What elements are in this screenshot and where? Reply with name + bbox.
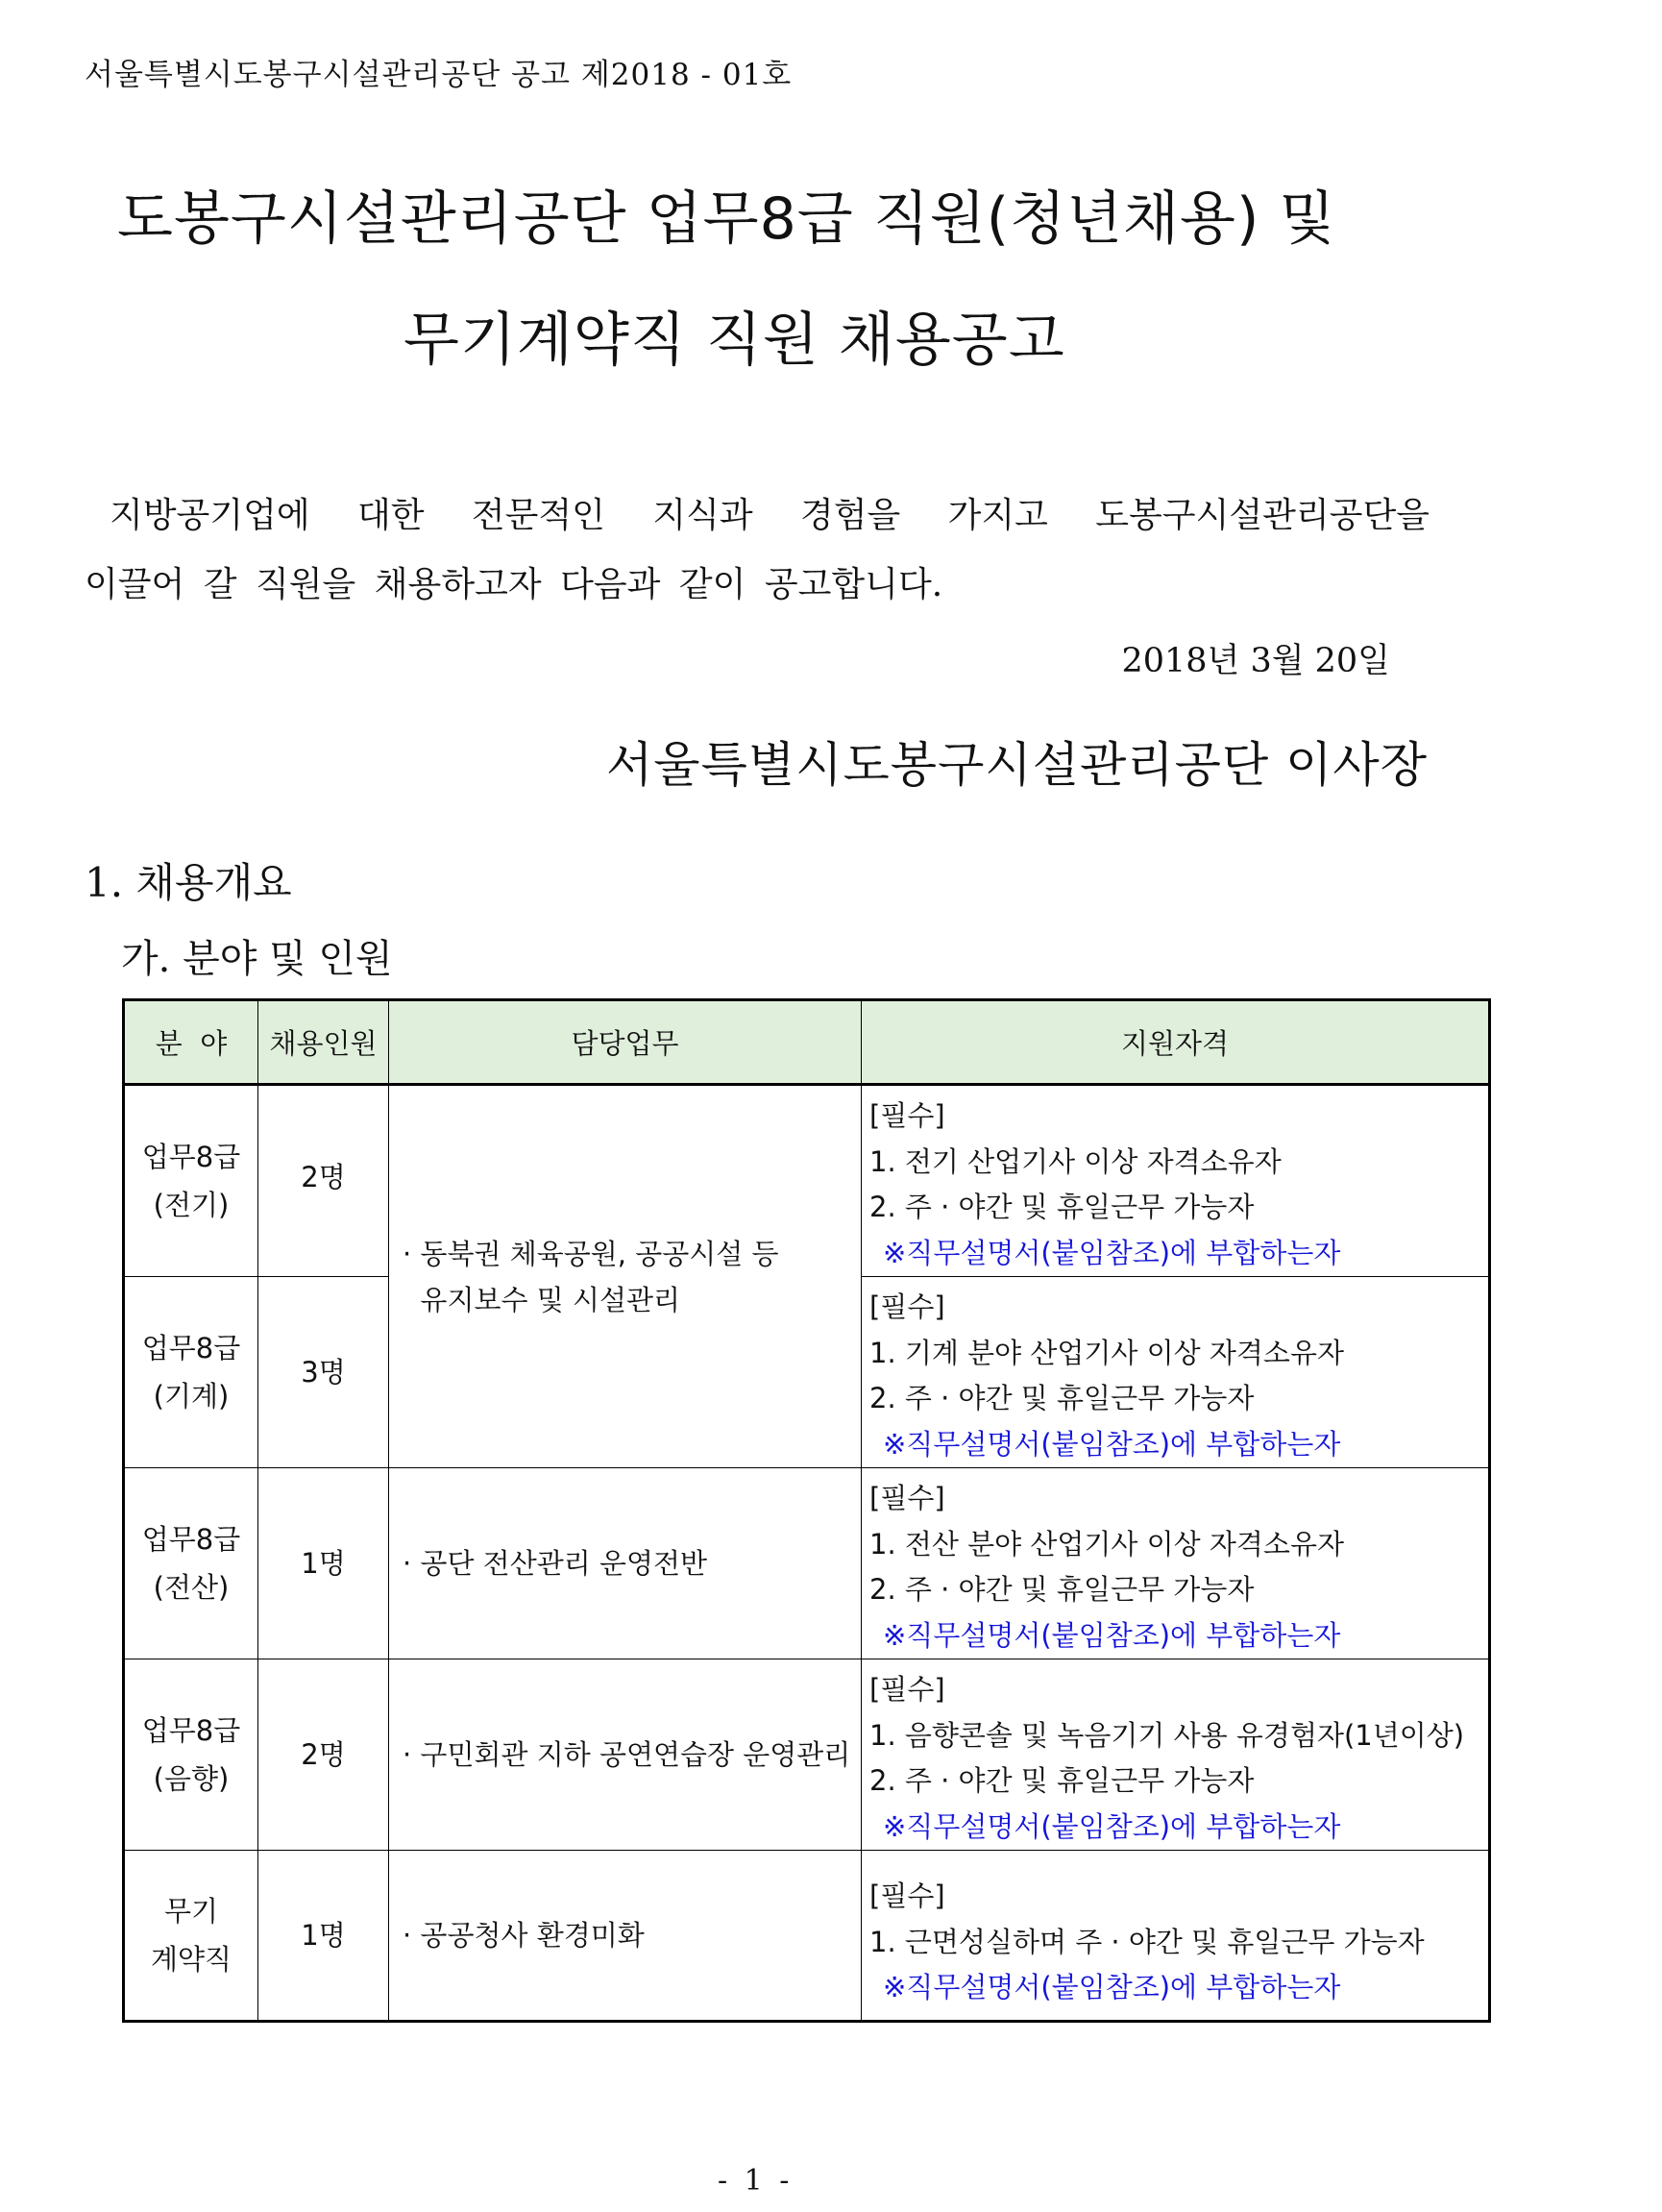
- count-cell: 1명: [258, 1851, 389, 2022]
- notice-number: 서울특별시도봉구시설관리공단 공고 제2018 - 01호: [85, 58, 793, 92]
- subsection-heading: 가. 분야 및 인원: [121, 937, 393, 981]
- table-header-row: [124, 1000, 1490, 1085]
- job-description-note: ※직무설명서(붙임참조)에 부합하는자: [883, 1809, 1341, 1843]
- job-description-note: ※직무설명서(붙임참조)에 부합하는자: [883, 1236, 1341, 1269]
- header-count: 채용인원: [258, 1000, 389, 1085]
- duty-cell: · 공단 전산관리 운영전반: [389, 1468, 862, 1659]
- qualification-cell: [필수] 1. 전기 산업기사 이상 자격소유자 2. 주 · 야간 및 휴일근무 가능자 ※직무설명서(붙임참조)에 부합하는자: [862, 1085, 1490, 1277]
- intro-paragraph-line-2: 이끌어 갈 직원을 채용하고자 다음과 같이 공고합니다.: [85, 565, 943, 604]
- field-cell: 업무8급 (기계): [124, 1277, 258, 1468]
- header-duty: 담당업무: [389, 1000, 862, 1085]
- table-row: [124, 1468, 1490, 1659]
- qualification-cell: [필수] 1. 음향콘솔 및 녹음기기 사용 유경험자(1년이상) 2. 주 · 야간 및 휴일근무 가능자 ※직무설명서(붙임참조)에 부합하는자: [862, 1659, 1490, 1851]
- document-title-line-2: 무기계약직 직원 채용공고: [403, 307, 1065, 374]
- document-title-line-1: 도봉구시설관리공단 업무8급 직원(청년채용) 및: [117, 185, 1336, 253]
- header-field: 분 야: [124, 1000, 258, 1085]
- count-cell: 2명: [258, 1659, 389, 1851]
- field-cell: 업무8급 (전기): [124, 1085, 258, 1277]
- duty-cell: · 구민회관 지하 공연연습장 운영관리: [389, 1659, 862, 1851]
- page-number: - 1 -: [718, 2164, 794, 2198]
- recruitment-table: [122, 998, 1491, 2023]
- count-cell: 2명: [258, 1085, 389, 1277]
- job-description-note: ※직무설명서(붙임참조)에 부합하는자: [883, 1618, 1341, 1652]
- section-heading: 1. 채용개요: [85, 859, 292, 906]
- table-row: [124, 1851, 1490, 2022]
- count-cell: 3명: [258, 1277, 389, 1468]
- header-qualification: 지원자격: [862, 1000, 1490, 1085]
- table-row: [124, 1659, 1490, 1851]
- issuer-name: 서울특별시도봉구시설관리공단 이사장: [606, 737, 1428, 793]
- intro-paragraph-line-1: 지방공기업에 대한 전문적인 지식과 경험을 가지고 도봉구시설관리공단을: [110, 496, 1430, 535]
- field-cell: 무기 계약직: [124, 1851, 258, 2022]
- qualification-cell: [필수] 1. 기계 분야 산업기사 이상 자격소유자 2. 주 · 야간 및 휴일근무 가능자 ※직무설명서(붙임참조)에 부합하는자: [862, 1277, 1490, 1468]
- qualification-cell: [필수] 1. 근면성실하며 주 · 야간 및 휴일근무 가능자 ※직무설명서(붙임참조)에 부합하는자: [862, 1851, 1490, 2022]
- count-cell: 1명: [258, 1468, 389, 1659]
- job-description-note: ※직무설명서(붙임참조)에 부합하는자: [883, 1427, 1341, 1461]
- job-description-note: ※직무설명서(붙임참조)에 부합하는자: [883, 1971, 1341, 2003]
- duty-cell: · 동북권 체육공원, 공공시설 등 유지보수 및 시설관리: [389, 1085, 862, 1468]
- notice-date: 2018년 3월 20일: [1121, 642, 1390, 680]
- field-cell: 업무8급 (음향): [124, 1659, 258, 1851]
- qualification-cell: [필수] 1. 전산 분야 산업기사 이상 자격소유자 2. 주 · 야간 및 휴일근무 가능자 ※직무설명서(붙임참조)에 부합하는자: [862, 1468, 1490, 1659]
- duty-cell: · 공공청사 환경미화: [389, 1851, 862, 2022]
- table-row: [124, 1085, 1490, 1277]
- field-cell: 업무8급 (전산): [124, 1468, 258, 1659]
